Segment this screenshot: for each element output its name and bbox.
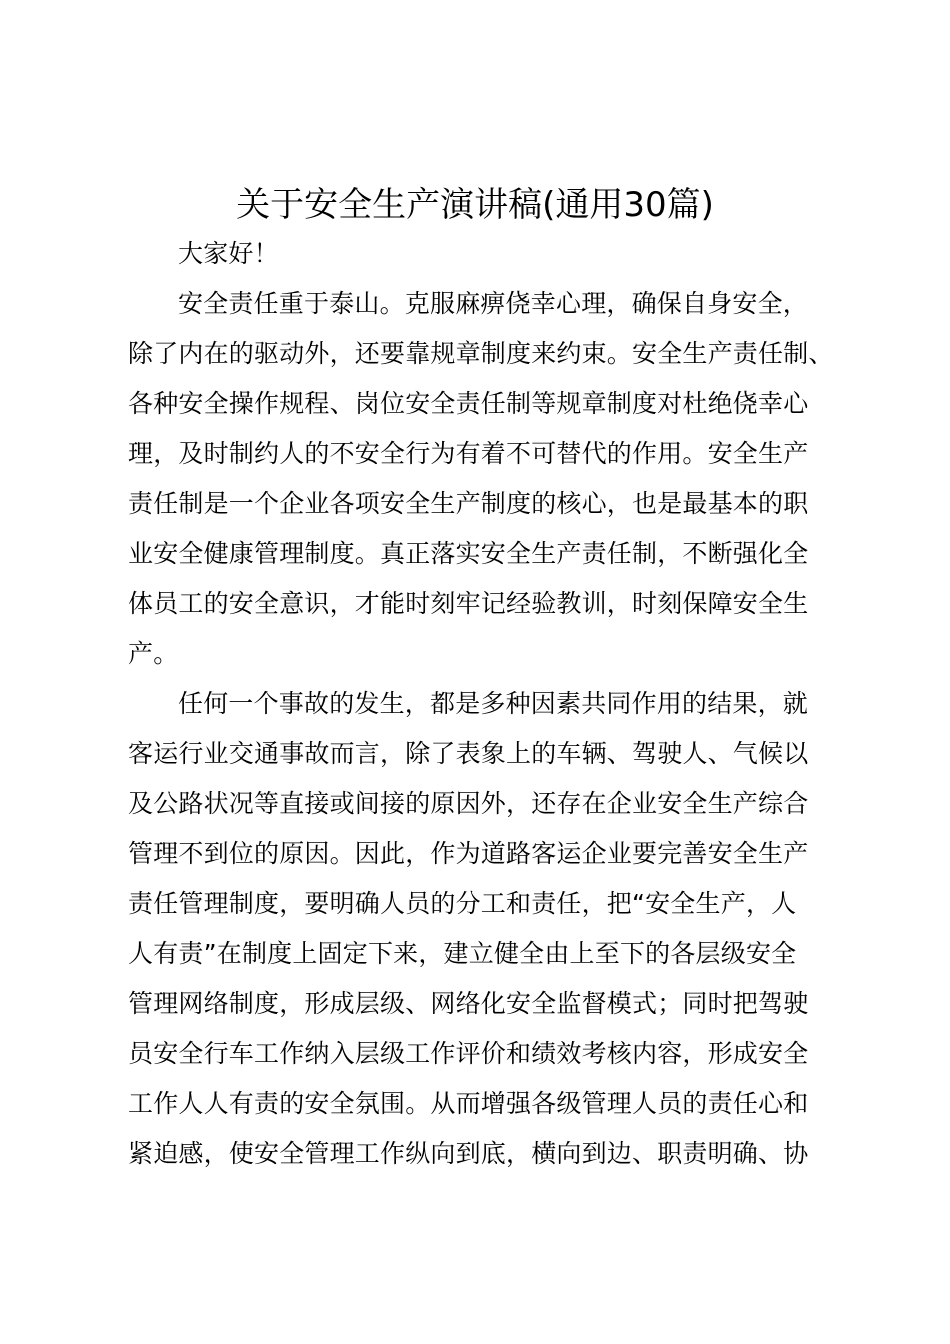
paragraph-line: 人有责”在制度上固定下来，建立健全由上至下的各层级安全 [128, 939, 797, 968]
paragraph-line: 业安全健康管理制度。真正落实安全生产责任制，不断强化全 [128, 539, 809, 568]
paragraph-line: 安全责任重于泰山。克服麻痹侥幸心理，确保自身安全， [178, 289, 809, 318]
paragraph-line: 员安全行车工作纳入层级工作评价和绩效考核内容，形成安全 [128, 1039, 809, 1068]
paragraph-line: 体员工的安全意识，才能时刻牢记经验教训，时刻保障安全生 [128, 589, 809, 618]
paragraph-line: 管理网络制度，形成层级、网络化安全监督模式；同时把驾驶 [128, 989, 809, 1018]
paragraph-line: 管理不到位的原因。因此，作为道路客运企业要完善安全生产 [128, 839, 809, 868]
paragraph-line: 及公路状况等直接或间接的原因外，还存在企业安全生产综合 [128, 789, 809, 818]
document-title: 关于安全生产演讲稿(通用30篇) [236, 185, 714, 225]
paragraph-line: 产。 [128, 639, 179, 668]
paragraph-line: 理，及时制约人的不安全行为有着不可替代的作用。安全生产 [128, 439, 809, 468]
paragraph-line: 客运行业交通事故而言，除了表象上的车辆、驾驶人、气候以 [128, 739, 809, 768]
paragraph-line: 责任制是一个企业各项安全生产制度的核心，也是最基本的职 [128, 489, 809, 518]
paragraph-line: 紧迫感，使安全管理工作纵向到底，横向到边、职责明确、协 [128, 1139, 809, 1168]
paragraph-line: 各种安全操作规程、岗位安全责任制等规章制度对杜绝侥幸心 [128, 389, 809, 418]
paragraph-line: 任何一个事故的发生，都是多种因素共同作用的结果，就 [178, 689, 809, 718]
paragraph-line: 工作人人有责的安全氛围。从而增强各级管理人员的责任心和 [128, 1089, 809, 1118]
paragraph-line: 责任管理制度，要明确人员的分工和责任，把“安全生产，人 [128, 889, 797, 918]
greeting-line: 大家好！ [178, 239, 279, 268]
paragraph-line: 除了内在的驱动外，还要靠规章制度来约束。安全生产责任制、 [128, 339, 834, 368]
